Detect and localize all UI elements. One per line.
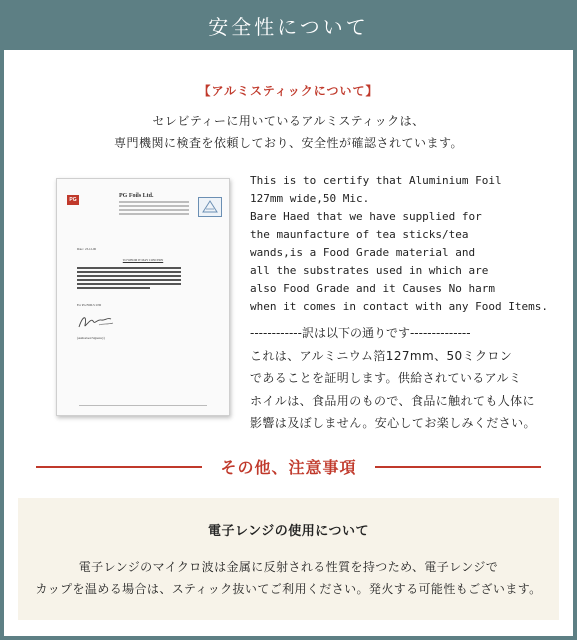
certificate-footer xyxy=(79,405,207,406)
translation-text xyxy=(250,322,560,435)
certification-line: This is to certify that Aluminium Foil xyxy=(250,174,502,187)
notes-title: その他、注意事項 xyxy=(220,458,357,477)
company-logo-icon: PG xyxy=(67,195,79,205)
notice-body xyxy=(18,556,559,600)
certificate-company: PG Foils Ltd. xyxy=(119,193,154,199)
intro-line: セレビティーに用いているアルミスティックは、 xyxy=(152,114,425,128)
notice-line: 電子レンジのマイクロ波は金属に反射される性質を持つため、電子レンジで xyxy=(78,560,499,574)
notice-line: カップを温める場合は、スティック抜いてご利用ください。発火する可能性もございます。 xyxy=(35,582,542,596)
certification-line: the maunfacture of tea sticks/tea xyxy=(250,228,469,241)
translation-line: ホイルは、食品用のもので、食品に触れても人体に xyxy=(250,393,535,408)
page-header xyxy=(0,0,577,50)
translation-line: 影響は及ぼしません。安心してお楽しみください。 xyxy=(250,416,536,430)
certificate-heading: TO WHOM IT MAY CONCERN xyxy=(122,258,164,262)
divider-line-right xyxy=(375,466,541,468)
signature-icon xyxy=(77,311,117,337)
translation-line: これは、アルミニウム箔127mm、50ミクロン xyxy=(250,348,513,363)
page-title: 安全性について xyxy=(208,14,369,39)
certification-badge-icon xyxy=(198,197,222,217)
certificate-image xyxy=(56,178,230,416)
certificate-body xyxy=(77,267,181,291)
microwave-notice xyxy=(18,498,559,620)
notes-divider xyxy=(0,455,577,479)
certification-line: wands,is a Food Grade material and xyxy=(250,246,476,259)
certification-text xyxy=(250,172,550,316)
intro-text xyxy=(0,110,577,154)
certificate-signatory: (Authorised Signatory) xyxy=(77,336,105,340)
translation-line: であることを証明します。供給されているアルミ xyxy=(250,371,522,385)
section-heading: 【アルミスティックについて】 xyxy=(198,84,379,98)
certification-line: 127mm wide,50 Mic. xyxy=(250,192,370,205)
certification-line: all the substrates used in which are xyxy=(250,264,489,277)
translation-separator: ------------訳は以下の通りです-------------- xyxy=(250,326,471,340)
certification-line: also Food Grade and it Causes No harm xyxy=(250,282,496,295)
certification-line: Bare Haed that we have supplied for xyxy=(250,210,482,223)
certification-line: when it comes in contact with any Food Items. xyxy=(250,300,549,313)
notice-title: 電子レンジの使用について xyxy=(207,524,370,539)
intro-line: 専門機関に検査を依頼しており、安全性が確認されています。 xyxy=(113,136,464,150)
certificate-date: Date : 23-12-06 xyxy=(77,247,96,251)
certificate-for-company: For PG FOILS LTD xyxy=(77,303,102,307)
certificate-address xyxy=(119,201,189,217)
